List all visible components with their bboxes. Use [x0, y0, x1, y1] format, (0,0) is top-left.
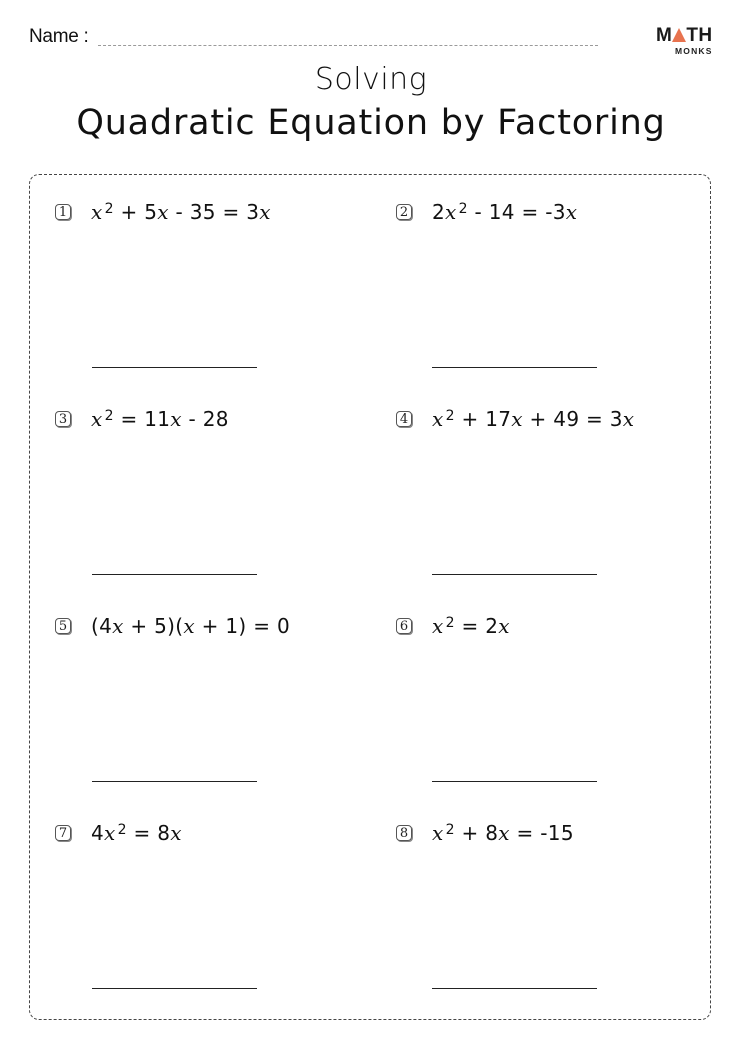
problem-equation: (4x + 5)(x + 1) = 0 — [91, 614, 290, 638]
problem-3 — [55, 407, 229, 431]
problem-2 — [396, 200, 577, 224]
answer-line-2[interactable] — [432, 367, 597, 368]
problem-equation: x $^2$ + 5x - 35 = 3x — [91, 200, 271, 224]
problem-number-badge: 2 — [396, 204, 412, 220]
title-line-2: Quadratic Equation by Factoring — [76, 103, 666, 143]
problem-equation: x $^2$ + 8x = -15 — [432, 821, 574, 845]
logo-letters-th: TH — [686, 25, 713, 46]
title-line-1: Solving — [314, 62, 428, 97]
name-row — [29, 26, 88, 48]
problem-7 — [55, 821, 182, 845]
problem-equation: x $^2$ = 2x — [432, 614, 510, 638]
answer-line-3[interactable] — [92, 574, 257, 575]
name-label: Name : — [29, 26, 89, 47]
answer-line-7[interactable] — [92, 988, 257, 989]
math-monks-logo — [656, 26, 716, 56]
answer-line-4[interactable] — [432, 574, 597, 575]
logo-subtext: MONKS — [675, 46, 713, 56]
answer-line-5[interactable] — [92, 781, 257, 782]
problem-number-badge: 8 — [396, 825, 412, 841]
name-input-line[interactable] — [98, 45, 598, 46]
answer-line-1[interactable] — [92, 367, 257, 368]
answer-line-8[interactable] — [432, 988, 597, 989]
problem-6 — [396, 614, 510, 638]
problem-number-badge: 3 — [55, 411, 71, 427]
triangle-icon — [672, 28, 686, 42]
problem-equation: 2x $^2$ - 14 = -3x — [432, 200, 578, 224]
problem-equation: x $^2$ + 17x + 49 = 3x — [432, 407, 635, 431]
logo-letter-m: M — [656, 25, 673, 46]
problems-panel — [29, 174, 711, 1020]
problem-5 — [55, 614, 290, 638]
problem-number-badge: 5 — [55, 618, 71, 634]
problem-equation: x $^2$ = 11x - 28 — [91, 407, 229, 431]
problem-1 — [55, 200, 271, 224]
problem-number-badge: 4 — [396, 411, 412, 427]
problem-number-badge: 6 — [396, 618, 412, 634]
problem-4 — [396, 407, 634, 431]
answer-line-6[interactable] — [432, 781, 597, 782]
problem-equation: 4x $^2$ = 8x — [91, 821, 182, 845]
problem-number-badge: 7 — [55, 825, 71, 841]
problem-8 — [396, 821, 574, 845]
problem-number-badge: 1 — [55, 204, 71, 220]
